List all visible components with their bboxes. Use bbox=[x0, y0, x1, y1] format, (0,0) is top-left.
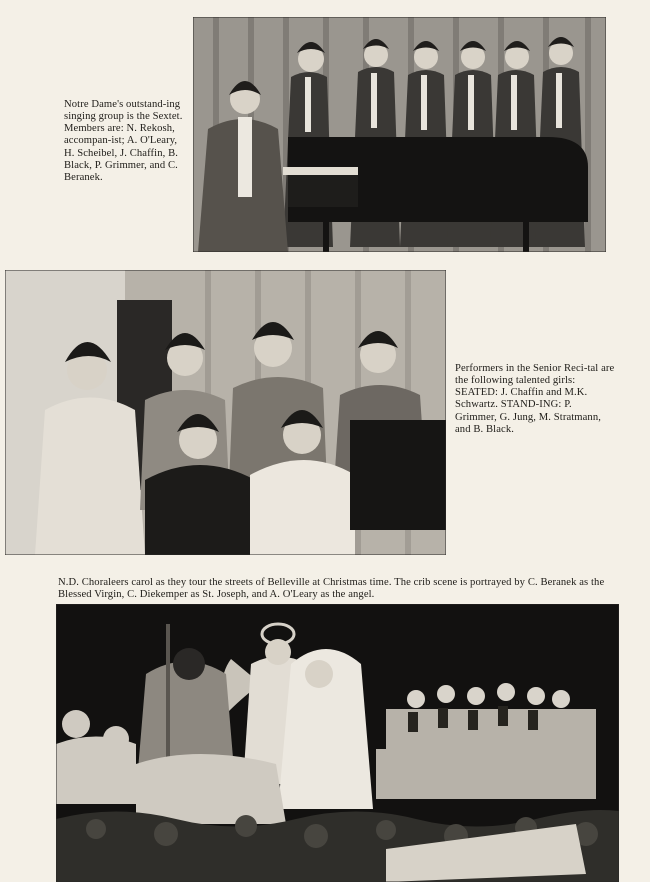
senior-recital-photo bbox=[5, 270, 446, 555]
sextet-photo bbox=[193, 17, 606, 252]
sextet-caption: Notre Dame's outstand-ing singing group is the Sextet. Members are: N. Rekosh, accompan-ist; A. O'Leary, H. Scheibel, J. Chaffin, B. Black, P. Grimmer, and C. Beranek. bbox=[64, 98, 183, 184]
recital-caption: Performers in the Senior Reci-tal are the following talented girls: SEATED: J. Chaffin and M.K. Schwartz. STAND-ING: P. Grimmer, G. Jung, M. Stratmann, and B. Black. bbox=[455, 362, 615, 436]
christmas-float-photo bbox=[56, 604, 619, 882]
choraleers-caption: N.D. Choraleers carol as they tour the streets of Belleville at Christmas time. The crib scene is portrayed by C. Beranek as the Blessed Virgin, C. Diekemper as St. Joseph, and A. O'Leary as the angel. bbox=[58, 576, 605, 600]
